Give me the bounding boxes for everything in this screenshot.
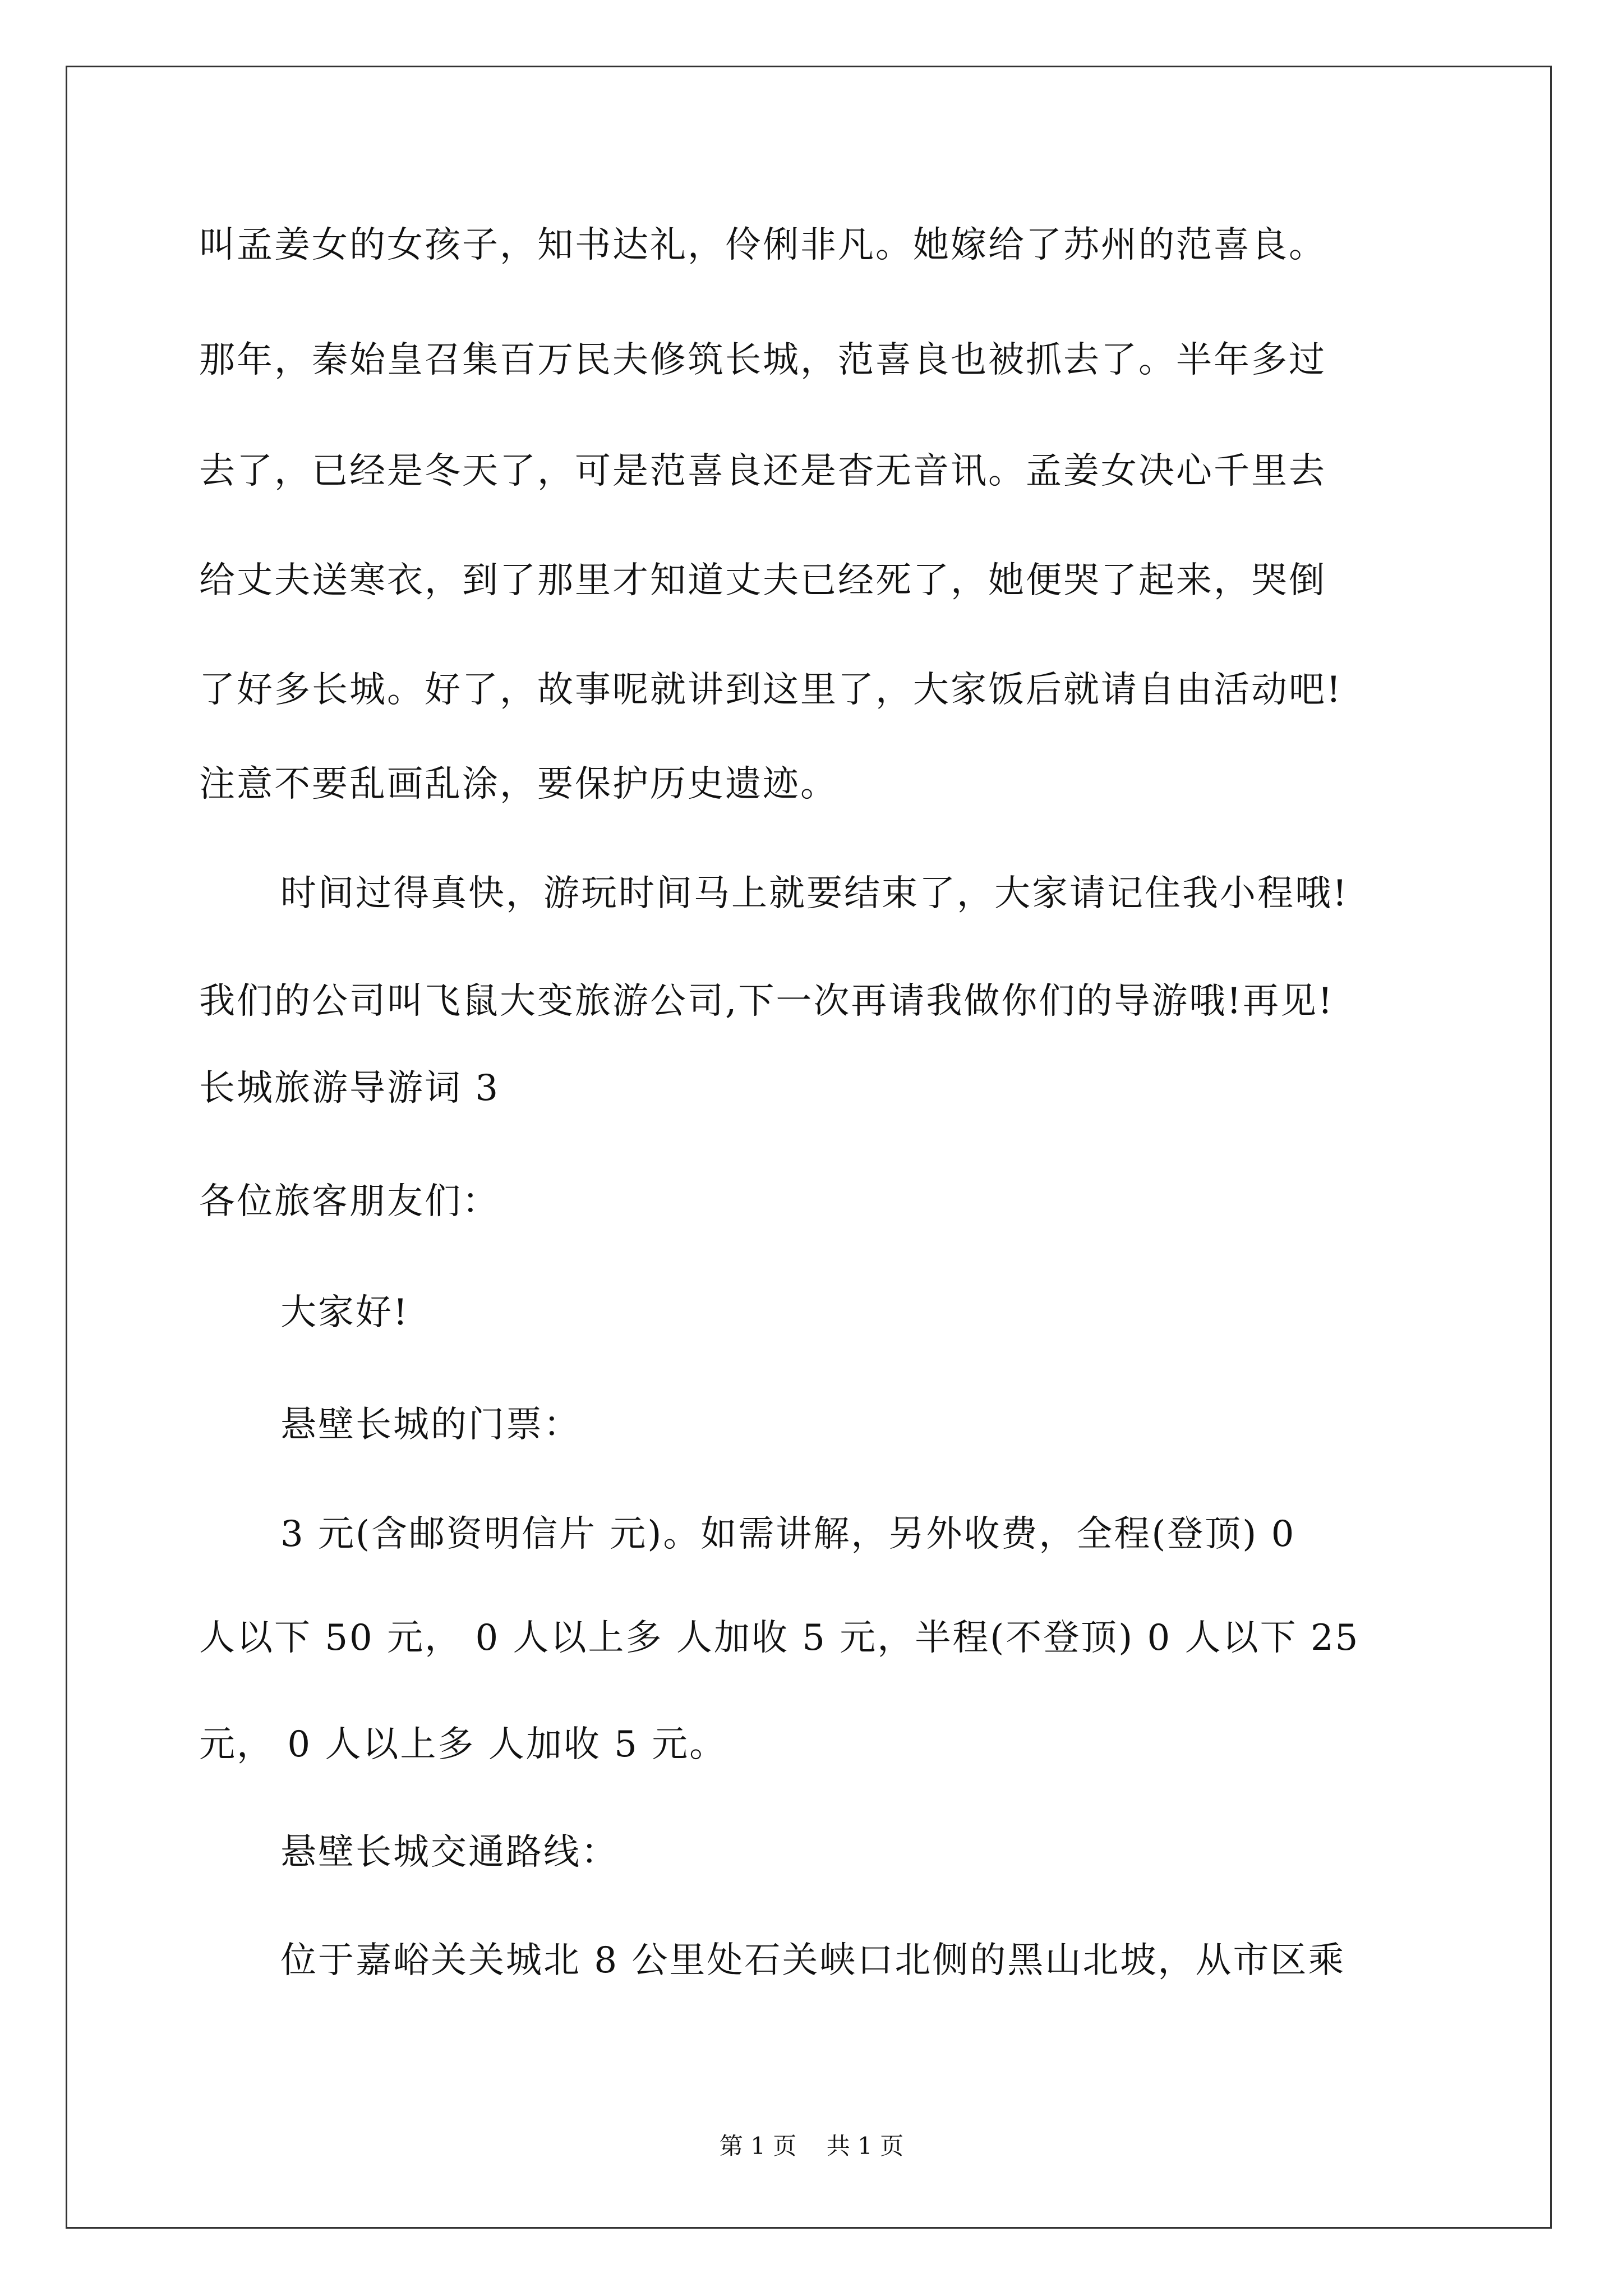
text-line: 我们的公司叫飞鼠大变旅游公司,下一次再请我做你们的导游哦!再见! (199, 981, 1334, 1022)
text-line: 悬壁长城的门票： (280, 1404, 581, 1446)
text-line: 人以下 50 元， 0 人以上多 人加收 5 元，半程(不登顶) 0 人以下 25 (199, 1617, 1360, 1659)
text-line: 去了，已经是冬天了，可是范喜良还是杳无音讯。孟姜女决心千里去 (199, 450, 1326, 492)
text-line: 3 元(含邮资明信片 元)。如需讲解，另外收费，全程(登顶) 0 (280, 1513, 1296, 1555)
text-line: 给丈夫送寒衣，到了那里才知道丈夫已经死了，她便哭了起来，哭倒 (199, 560, 1326, 601)
text-line: 注意不要乱画乱涂，要保护历史遗迹。 (199, 763, 838, 805)
page-number: 第 1 页 共 1 页 (719, 2132, 904, 2160)
section-heading: 长城旅游导游词 3 (199, 1068, 500, 1109)
text-line: 各位旅客朋友们： (199, 1181, 500, 1222)
text-line: 叫孟姜女的女孩子，知书达礼，伶俐非凡。她嫁给了苏州的范喜良。 (199, 224, 1326, 266)
text-line: 元， 0 人以上多 人加收 5 元。 (199, 1724, 727, 1765)
text-line: 时间过得真快，游玩时间马上就要结束了，大家请记住我小程哦! (280, 873, 1349, 914)
text-line: 那年，秦始皇召集百万民夫修筑长城，范喜良也被抓去了。半年多过 (199, 339, 1326, 381)
text-line: 了好多长城。好了，故事呢就讲到这里了，大家饭后就请自由活动吧! (199, 669, 1343, 711)
text-line: 悬壁长城交通路线： (280, 1832, 619, 1873)
page-border (66, 66, 1552, 2229)
text-line: 位于嘉峪关关城北 8 公里处石关峡口北侧的黑山北坡，从市区乘 (280, 1940, 1346, 1981)
text-line: 大家好! (280, 1292, 409, 1333)
